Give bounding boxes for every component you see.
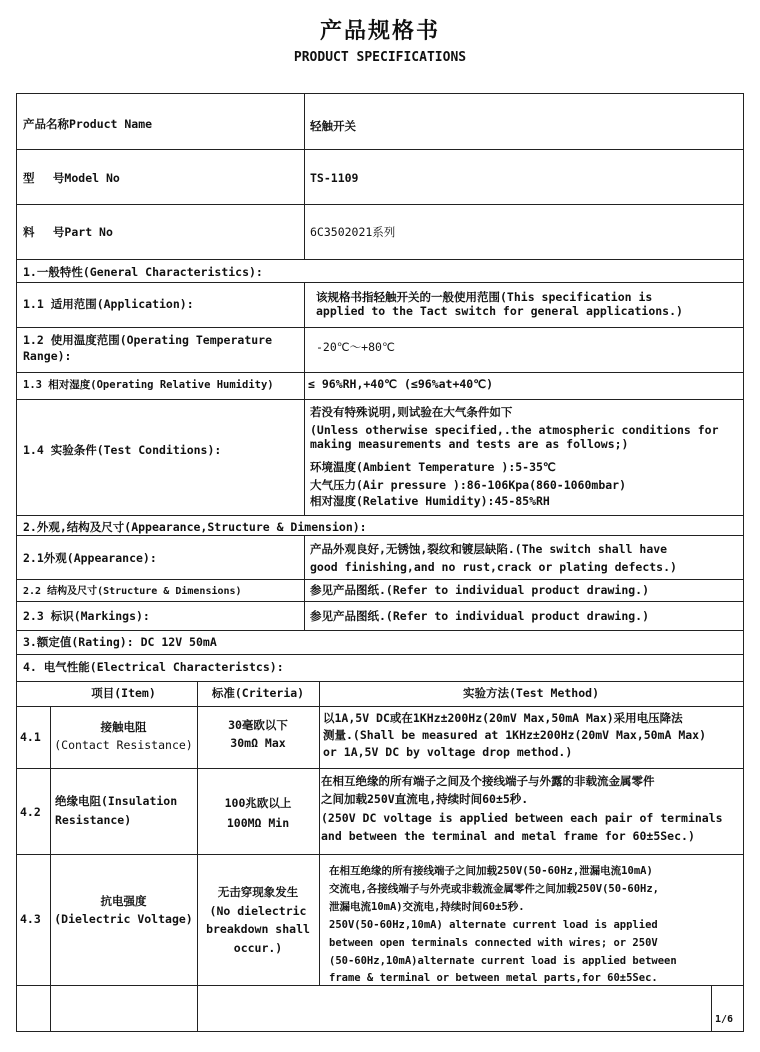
appearance-label: 2.1外观(Appearance): bbox=[23, 551, 157, 565]
appearance-value-line: good finishing,and no rust,crack or plating defects.) bbox=[310, 560, 677, 574]
col-header-method: 实验方法(Test Method) bbox=[462, 686, 599, 700]
row-item-line: 抗电强度 bbox=[100, 894, 147, 908]
row-item-line: Resistance) bbox=[55, 813, 132, 827]
appearance-value-line: 产品外观良好,无锈蚀,裂纹和镀层缺陷.(The switch shall have bbox=[310, 542, 668, 556]
row-criteria-line: occur.) bbox=[233, 941, 283, 955]
row-method-line: between open terminals connected with wires; or 250V bbox=[329, 937, 658, 949]
product-name-value: 轻触开关 bbox=[310, 119, 356, 133]
row-method-line: and between the terminal and metal frame for 60±5Sec.) bbox=[321, 829, 695, 843]
model-label: 型 号Model No bbox=[23, 171, 120, 185]
row-item-line: 绝缘电阻(Insulation bbox=[55, 794, 178, 808]
test-conditions-line: 环境温度(Ambient Temperature ):5-35℃ bbox=[310, 460, 556, 474]
row-number: 4.2 bbox=[20, 805, 41, 819]
test-conditions-line: 若没有特殊说明,则试验在大气条件如下 bbox=[310, 405, 513, 419]
row-method-line: 测量.(Shall be measured at 1KHz±200Hz(20mV Max,50mA Max) bbox=[323, 728, 707, 742]
row-method-line: 以1A,5V DC或在1KHz±200Hz(20mV Max,50mA Max)采用电压降法 bbox=[323, 711, 683, 725]
row-criteria-line: (No dielectric bbox=[209, 904, 307, 918]
row-number: 4.3 bbox=[20, 912, 41, 926]
temperature-label-line: 1.2 使用温度范围(Operating Temperature bbox=[23, 333, 273, 347]
humidity-label: 1.3 相对湿度(Operating Relative Humidity) bbox=[23, 379, 274, 391]
structure-label: 2.2 结构及尺寸(Structure & Dimensions) bbox=[23, 586, 242, 597]
part-label: 料 号Part No bbox=[23, 225, 113, 239]
page-title: 产品规格书 bbox=[319, 19, 440, 44]
structure-value: 参见产品图纸.(Refer to individual product drawing.) bbox=[310, 583, 650, 597]
product-name-label: 产品名称Product Name bbox=[23, 117, 153, 131]
markings-label: 2.3 标识(Markings): bbox=[23, 609, 150, 623]
spec-sheet bbox=[16, 93, 744, 1032]
row-method-line: (50-60Hz,10mA)alternate current load is applied between bbox=[329, 955, 677, 967]
application-label: 1.1 适用范围(Application): bbox=[23, 297, 194, 311]
page-number: 1/6 bbox=[714, 1014, 733, 1025]
markings-value: 参见产品图纸.(Refer to individual product drawing.) bbox=[310, 609, 650, 623]
part-value: 6C3502021系列 bbox=[310, 225, 396, 239]
row-method-line: 交流电,各接线端子与外壳或非载流金属零件之间加载250V(50-60Hz, bbox=[329, 883, 660, 895]
test-conditions-line: 相对湿度(Relative Humidity):45-85%RH bbox=[310, 494, 550, 508]
temperature-value: -20℃～+80℃ bbox=[316, 340, 395, 354]
test-conditions-line: (Unless otherwise specified,.the atmospheric conditions for bbox=[310, 423, 719, 437]
row-method-line: (250V DC voltage is applied between each pair of terminals bbox=[321, 811, 723, 825]
row-criteria-line: 100MΩ Min bbox=[226, 816, 290, 830]
electrical-heading: 4. 电气性能(Electrical Characteristcs): bbox=[23, 660, 284, 674]
application-value-line: 该规格书指轻触开关的一般使用范围(This specification is bbox=[316, 290, 653, 304]
row-method-line: 泄漏电流10mA)交流电,持续时间60±5秒. bbox=[329, 901, 525, 913]
row-method-line: 250V(50-60Hz,10mA) alternate current load is applied bbox=[329, 919, 658, 931]
row-criteria-line: 无击穿现象发生 bbox=[217, 885, 299, 899]
row-method-line: 在相互绝缘的所有接线端子之间加载250V(50-60Hz,泄漏电流10mA) bbox=[329, 865, 653, 877]
test-conditions-line: 大气压力(Air pressure ):86-106Kpa(860-1060mbar) bbox=[310, 478, 627, 492]
row-method-line: or 1A,5V DC by voltage drop method.) bbox=[323, 745, 573, 759]
col-header-item: 项目(Item) bbox=[91, 686, 156, 700]
col-header-criteria: 标准(Criteria) bbox=[211, 686, 305, 700]
row-item-line: (Contact Resistance) bbox=[54, 738, 193, 752]
row-number: 4.1 bbox=[20, 730, 41, 744]
model-value: TS-1109 bbox=[310, 171, 359, 185]
row-criteria-line: breakdown shall bbox=[206, 922, 310, 936]
test-conditions-label: 1.4 实验条件(Test Conditions): bbox=[23, 443, 222, 457]
temperature-label-line: Range): bbox=[23, 349, 72, 363]
row-method-line: 在相互绝缘的所有端子之间及个接线端子与外露的非载流金属零件 bbox=[321, 774, 655, 788]
test-conditions-line: making measurements and tests are as follows;) bbox=[310, 437, 629, 451]
appearance-heading: 2.外观,结构及尺寸(Appearance,Structure & Dimension): bbox=[23, 520, 367, 534]
row-item-line: (Dielectric Voltage) bbox=[54, 912, 193, 926]
row-method-line: frame & terminal or between metal parts,for 60±5Sec. bbox=[329, 972, 658, 984]
application-value-line: applied to the Tact switch for general applications.) bbox=[316, 304, 683, 318]
row-item-line: 接触电阻 bbox=[100, 720, 147, 734]
row-criteria-line: 30mΩ Max bbox=[230, 736, 286, 750]
row-criteria-line: 30毫欧以下 bbox=[228, 718, 288, 732]
row-criteria-line: 100兆欧以上 bbox=[224, 796, 292, 810]
page-subtitle: PRODUCT SPECIFICATIONS bbox=[293, 50, 467, 65]
humidity-value: ≤ 96%RH,+40℃ (≤96%at+40℃) bbox=[308, 377, 494, 391]
rating-text: 3.额定值(Rating): DC 12V 50mA bbox=[23, 635, 217, 649]
row-method-line: 之间加载250V直流电,持续时间60±5秒. bbox=[321, 792, 529, 806]
general-heading: 1.一般特性(General Characteristics): bbox=[23, 265, 263, 279]
